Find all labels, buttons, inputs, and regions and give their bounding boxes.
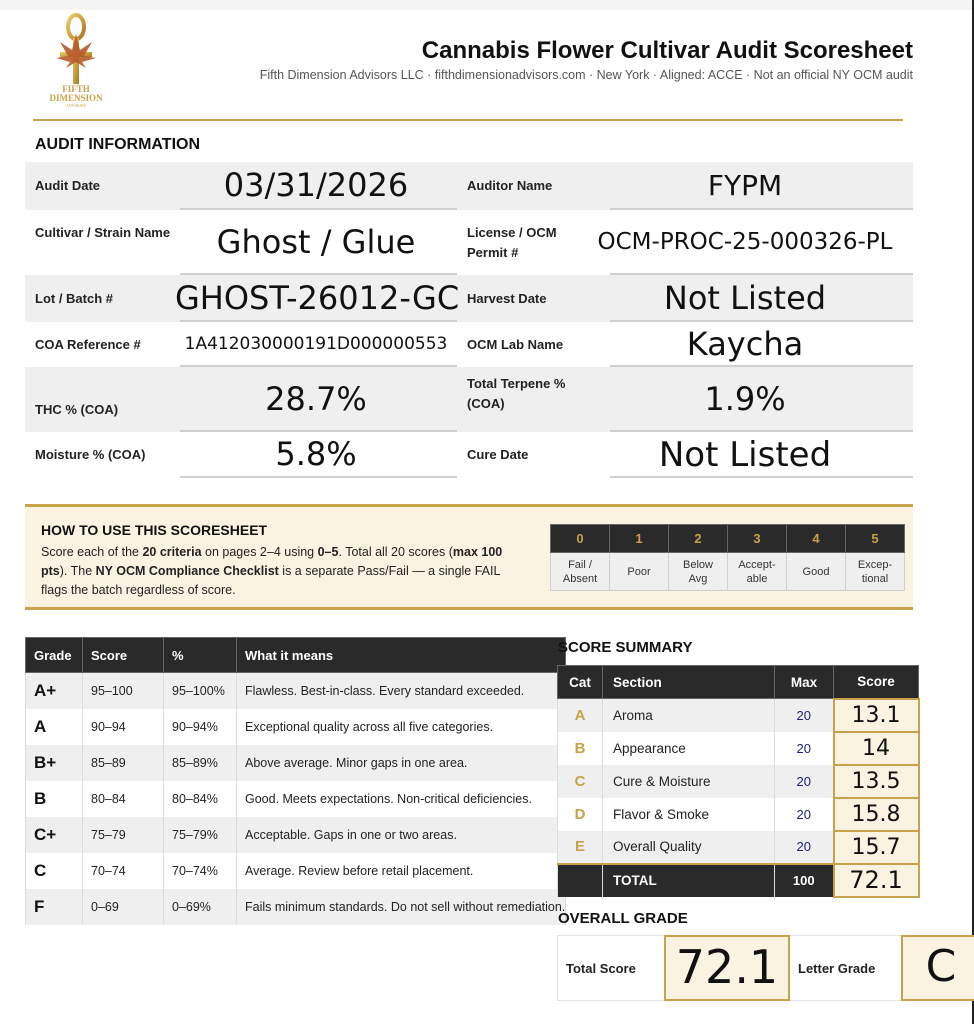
score-scale-table — [550, 524, 905, 591]
grade-score-range: 95–100 — [83, 673, 164, 709]
how-to-heading: HOW TO USE THIS SCORESHEET — [41, 522, 268, 538]
category-letter: C — [558, 765, 603, 798]
section-max: 20 — [775, 798, 834, 831]
audit-info-heading: AUDIT INFORMATION — [35, 136, 201, 153]
overall-grade-heading: OVERALL GRADE — [558, 910, 688, 927]
audit-info-row — [25, 275, 913, 322]
score-col-header: Score — [834, 666, 919, 699]
scale-label — [610, 553, 669, 591]
audit-field-label: Audit Date — [35, 178, 100, 193]
instruction-text: is a separate Pass/Fail — a single FAIL flags the batch regardless of score. — [41, 564, 500, 597]
scale-label-line: Accept- — [738, 558, 776, 571]
instruction-emphasis: max 100 pts — [41, 545, 503, 578]
audit-field-label: Auditor Name — [467, 178, 553, 193]
scale-label-line: Excep- — [857, 558, 893, 571]
scale-label-line: Below — [683, 558, 713, 571]
scale-label-line: able — [746, 572, 768, 585]
section-name: Aroma — [603, 699, 775, 732]
audit-field-value[interactable]: Ghost / Glue — [216, 222, 416, 261]
svg-text:ADVISORS: ADVISORS — [65, 103, 87, 108]
grade-meaning: Average. Review before retail placement. — [237, 853, 566, 889]
page-top-strip — [0, 0, 974, 10]
grade-pct-range: 0–69% — [164, 889, 237, 925]
grade-pct-range: 85–89% — [164, 745, 237, 781]
section-max: 20 — [775, 732, 834, 765]
grade-letter: F — [26, 889, 83, 925]
grade-row — [26, 889, 566, 925]
audit-info-row — [25, 367, 913, 432]
audit-field-label: Harvest Date — [467, 290, 547, 306]
scale-score: 4 — [787, 525, 846, 553]
scale-label — [787, 553, 846, 591]
total-score-value: 72.1 — [664, 935, 790, 1001]
grade-pct-range: 90–94% — [164, 709, 237, 745]
category-letter: D — [558, 798, 603, 831]
instruction-text: . Total all 20 scores ( — [338, 545, 453, 559]
grade-row — [26, 745, 566, 781]
audit-field-value[interactable]: 1A412030000191D000000553 — [184, 334, 448, 355]
audit-field-label: OCM Lab Name — [467, 336, 564, 352]
grade-meaning: Exceptional quality across all five categories. — [237, 709, 566, 745]
how-to-instructions — [41, 543, 521, 600]
audit-field-label: Cultivar / Strain Name — [35, 224, 171, 240]
audit-info-row — [25, 210, 913, 275]
section-score[interactable]: 14 — [834, 732, 919, 765]
letter-grade-value: C — [901, 935, 974, 1001]
score-col-header: Score — [83, 638, 164, 673]
audit-info-row — [25, 162, 913, 210]
summary-row — [558, 798, 919, 831]
audit-field-label: Lot / Batch # — [35, 290, 114, 306]
grade-meaning: Acceptable. Gaps in one or two areas. — [237, 817, 566, 853]
grade-pct-range: 75–79% — [164, 817, 237, 853]
audit-field-value[interactable]: FYPM — [707, 168, 783, 202]
section-col-header: Section — [603, 666, 775, 699]
audit-field-value[interactable]: Kaycha — [686, 324, 804, 363]
how-to-panel — [25, 504, 913, 610]
section-name: Appearance — [603, 732, 775, 765]
scale-label-line: Good — [802, 565, 830, 578]
grade-meaning: Fails minimum standards. Do not sell without remediation. — [237, 889, 566, 925]
scale-label-line: Fail / — [568, 558, 592, 571]
grade-row — [26, 853, 566, 889]
audit-info-row — [25, 322, 913, 367]
grade-score-range: 0–69 — [83, 889, 164, 925]
grade-pct-range: 95–100% — [164, 673, 237, 709]
grade-score-range: 80–84 — [83, 781, 164, 817]
grade-scale-table — [25, 637, 566, 925]
grade-score-range: 85–89 — [83, 745, 164, 781]
section-name: Flavor & Smoke — [603, 798, 775, 831]
grade-meaning: Flawless. Best-in-class. Every standard exceeded. — [237, 673, 566, 709]
section-score[interactable]: 15.8 — [834, 798, 919, 831]
audit-field-value[interactable]: 1.9% — [704, 379, 786, 418]
max-col-header: Max — [775, 666, 834, 699]
section-score[interactable]: 13.5 — [834, 765, 919, 798]
audit-field-label: THC % (COA) — [35, 402, 119, 417]
grade-pct-range: 80–84% — [164, 781, 237, 817]
grade-letter: B — [26, 781, 83, 817]
grade-meaning: Above average. Minor gaps in one area. — [237, 745, 566, 781]
scale-label — [846, 553, 905, 591]
section-name: Overall Quality — [603, 831, 775, 864]
header-divider — [33, 119, 903, 121]
ankh-leaf-logo-icon — [38, 12, 114, 110]
grade-letter: C+ — [26, 817, 83, 853]
scale-label-line: Absent — [562, 572, 598, 585]
grade-score-range: 70–74 — [83, 853, 164, 889]
summary-row — [558, 831, 919, 864]
total-score[interactable]: 72.1 — [834, 864, 919, 897]
section-max: 20 — [775, 831, 834, 864]
grade-score-range: 90–94 — [83, 709, 164, 745]
audit-field-underline — [610, 476, 913, 478]
section-score[interactable]: 15.7 — [834, 831, 919, 864]
audit-field-value[interactable]: OCM-PROC-25-000326-PL — [597, 228, 893, 255]
summary-row — [558, 699, 919, 732]
grade-row — [26, 817, 566, 853]
grade-pct-range: 70–74% — [164, 853, 237, 889]
section-score[interactable]: 13.1 — [834, 699, 919, 732]
grade-col-header: Grade — [26, 638, 83, 673]
scale-label — [551, 553, 610, 591]
total-blank-cell — [558, 864, 603, 897]
audit-field-value[interactable]: Not Listed — [658, 434, 832, 475]
scale-score: 1 — [610, 525, 669, 553]
instruction-text: ). The — [59, 564, 96, 578]
total-label: TOTAL — [603, 864, 775, 897]
scale-label — [669, 553, 728, 591]
audit-field-label: COA Reference # — [35, 336, 141, 352]
grade-letter: A — [26, 709, 83, 745]
scale-score: 3 — [728, 525, 787, 553]
category-letter: B — [558, 732, 603, 765]
summary-row — [558, 732, 919, 765]
instruction-emphasis: 20 criteria — [142, 545, 202, 559]
svg-text:FIFTH: FIFTH — [62, 84, 90, 94]
section-max: 20 — [775, 765, 834, 798]
scale-score: 2 — [669, 525, 728, 553]
summary-row — [558, 765, 919, 798]
audit-field-underline — [180, 476, 457, 478]
audit-field-value[interactable]: 5.8% — [275, 435, 357, 474]
grade-row — [26, 709, 566, 745]
instruction-emphasis: 0–5 — [317, 545, 339, 559]
total-max: 100 — [775, 864, 834, 897]
audit-field-value[interactable]: GHOST-26012-GC — [175, 278, 460, 317]
scale-label-line: tional — [861, 572, 889, 585]
instruction-text: Score each of the — [41, 545, 143, 559]
scale-label-line: Poor — [627, 565, 651, 578]
audit-field-value[interactable]: Not Listed — [663, 278, 827, 317]
summary-total-row — [558, 864, 919, 897]
grade-row — [26, 781, 566, 817]
scale-score: 5 — [846, 525, 905, 553]
pct-col-header: % — [164, 638, 237, 673]
scale-score: 0 — [551, 525, 610, 553]
scale-label-line: Avg — [688, 572, 708, 585]
instruction-emphasis: NY OCM Compliance Checklist — [95, 564, 279, 578]
cat-col-header: Cat — [558, 666, 603, 699]
grade-letter: A+ — [26, 673, 83, 709]
grade-score-range: 75–79 — [83, 817, 164, 853]
audit-field-label: License / OCM Permit # — [467, 224, 557, 260]
audit-field-value[interactable]: 03/31/2026 — [223, 166, 409, 205]
grade-letter: C — [26, 853, 83, 889]
grade-meaning: Good. Meets expectations. Non-critical deficiencies. — [237, 781, 566, 817]
section-name: Cure & Moisture — [603, 765, 775, 798]
audit-info-row — [25, 432, 913, 478]
audit-field-label: Moisture % (COA) — [35, 447, 146, 462]
page-subtitle: Fifth Dimension Advisors LLC · fifthdimensionadvisors.com · New York · Aligned: ACCE · Not an official NY OCM audit — [259, 68, 913, 82]
page-title: Cannabis Flower Cultivar Audit Scoresheet — [421, 37, 913, 64]
total-score-label: Total Score — [566, 961, 636, 976]
instruction-text: on pages 2–4 using — [201, 545, 318, 559]
score-summary-table — [557, 665, 920, 898]
company-logo — [38, 12, 114, 110]
svg-text:DIMENSION: DIMENSION — [49, 93, 103, 103]
category-letter: A — [558, 699, 603, 732]
category-letter: E — [558, 831, 603, 864]
audit-field-label: Cure Date — [467, 447, 529, 462]
letter-grade-label: Letter Grade — [798, 961, 876, 976]
score-summary-heading: SCORE SUMMARY — [558, 639, 693, 656]
scale-label — [728, 553, 787, 591]
grade-row — [26, 673, 566, 709]
section-max: 20 — [775, 699, 834, 732]
grade-letter: B+ — [26, 745, 83, 781]
audit-field-value[interactable]: 28.7% — [265, 379, 367, 418]
audit-field-label: Total Terpene % (COA) — [467, 375, 566, 411]
overall-grade-box — [557, 935, 974, 1001]
meaning-col-header: What it means — [237, 638, 566, 673]
